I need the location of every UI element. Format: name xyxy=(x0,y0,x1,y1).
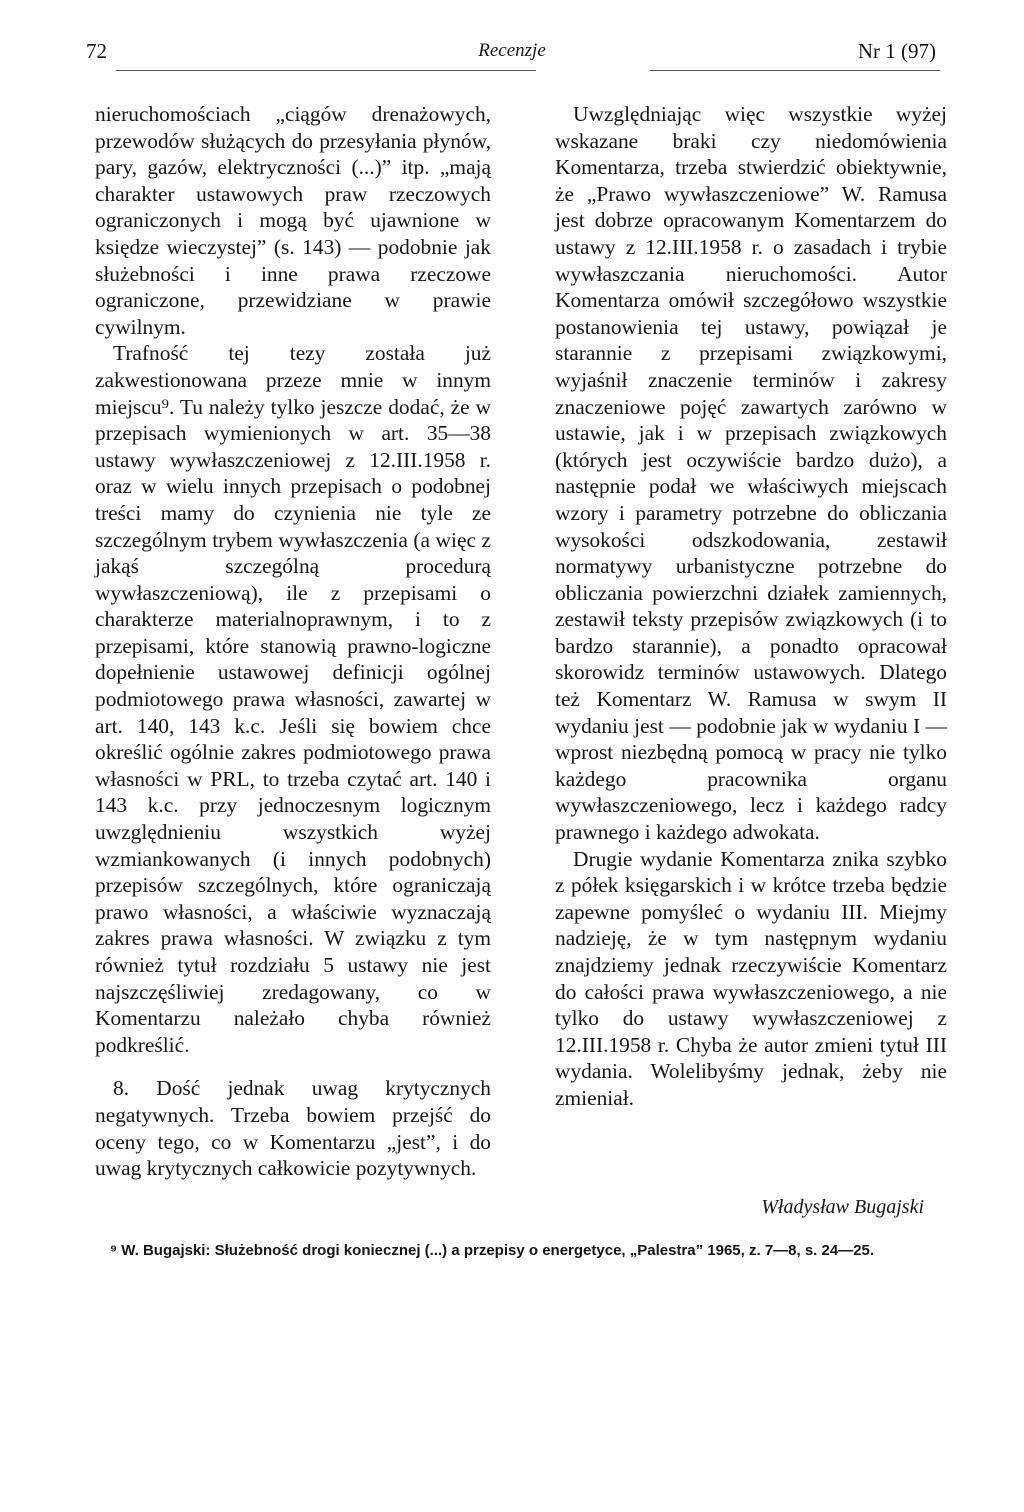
paragraph: Drugie wydanie Komentarza znika szybko z półek księgarskich i w krótce trzeba będzie zapewne pomyśleć o wydaniu III. Miejmy nadzieję, że w tym następnym wydaniu znajdziemy jednak rzeczywiście Komentarz do całości prawa wywłaszczeniowego, a nie tylko do ustawy wywłaszczeniowej z 12.III.1958 r. Chyba że autor zmieni tytuł III wydania. Wolelibyśmy jednak, żeby nie zmieniał. xyxy=(555,846,947,1110)
issue-number: Nr 1 (97) xyxy=(857,39,936,63)
header-rule-left xyxy=(116,70,536,71)
paragraph: Uwzględniając więc wszystkie wyżej wskazane braki czy niedomówienia Komentarza, trzeba stwierdzić obiektywnie, że „Prawo wywłaszczeniowe” W. Ramusa jest dobrze opracowanym Komentarzem do ustawy z 12.III.1958 r. o zasadach i trybie wywłaszczania nieruchomości. Autor Komentarza omówił szczegółowo wszystkie postanowienia tej ustawy, powiązał je starannie z przepisami związkowymi, wyjaśnił znaczenie terminów i zakresy znaczeniowe pojęć zawartych zarówno w ustawie, jak i w przepisach związkowych (których jest oczywiście bardzo dużo), a następnie podał we właściwych miejscach wzory i parametry potrzebne do obliczania wysokości odszkodowania, zestawił normatywy urbanistyczne potrzebne do obliczania powierzchni działek zamiennych, zestawił teksty przepisów związkowych (i to bardzo starannie), a ponadto opracował skorowidz terminów ustawowych. Dlatego też Komentarz W. Ramusa w swym II wydaniu jest — podobnie jak w wydaniu I — wprost niezbędną pomocą w pracy nie tylko każdego pracownika organu wywłaszczeniowego, lecz i każdego radcy prawnego i każdego adwokata. xyxy=(555,102,947,845)
paragraph: 8. Dość jednak uwag krytycznych negatywnych. Trzeba bowiem przejść do oceny tego, co w Komentarzu „jest”, i do uwag krytycznych całkowicie pozytywnych. xyxy=(95,1076,491,1181)
footnote: ⁹ W. Bugajski: Służebność drogi koniecznej (...) a przepisy o energetyce, „Palestra” 1965, z. 7—8, s. 24—25. xyxy=(110,1242,875,1259)
paragraph: nieruchomościach „ciągów drenażowych, przewodów służących do przesyłania płynów, pary, gazów, elektryczności (...)” itp. „mają charakter ustawowych praw rzeczowych ograniczonych i mogą być ujawnione w księdze wieczystej” (s. 143) — podobnie jak służebności i inne prawa rzeczowe ograniczone, przewidziane w prawie cywilnym. xyxy=(95,102,491,339)
left-column xyxy=(95,101,491,1182)
page-number: 72 xyxy=(86,39,107,63)
right-column xyxy=(555,101,947,1112)
paragraph: Trafność tej tezy została już zakwestionowana przeze mnie w innym miejscu⁹. Tu należy tylko jeszcze dodać, że w przepisach wymienionych w art. 35—38 ustawy wywłaszczeniowej z 12.III.1958 r. oraz w wielu innych przepisach o podobnej treści mamy do czynienia nie tyle ze szczególnym trybem wywłaszczenia (a więc z jakąś szczególną procedurą wywłaszczeniową), ile z przepisami o charakterze materialnoprawnym, i to z przepisami, które stanowią prawno-logiczne dopełnienie ustawowej definicji ogólnej podmiotowego prawa własności, zawartej w art. 140, 143 k.c. Jeśli się bowiem chce określić ogólnie zakres podmiotowego prawa własności w PRL, to trzeba czytać art. 140 i 143 k.c. przy jednoczesnym logicznym uwzględnieniu wszystkich wyżej wzmiankowanych (i innych podobnych) przepisów szczególnych, które ograniczają prawo własności, a właściwie wyznaczają zakres prawa własności. W związku z tym również tytuł rozdziału 5 ustawy nie jest najszczęśliwiej zredagowany, co w Komentarzu należało chyba również podkreślić. xyxy=(95,341,491,1057)
author-signature: Władysław Bugajski xyxy=(761,1196,924,1218)
header-rule-right xyxy=(650,70,940,71)
section-title: Recenzje xyxy=(478,40,546,61)
